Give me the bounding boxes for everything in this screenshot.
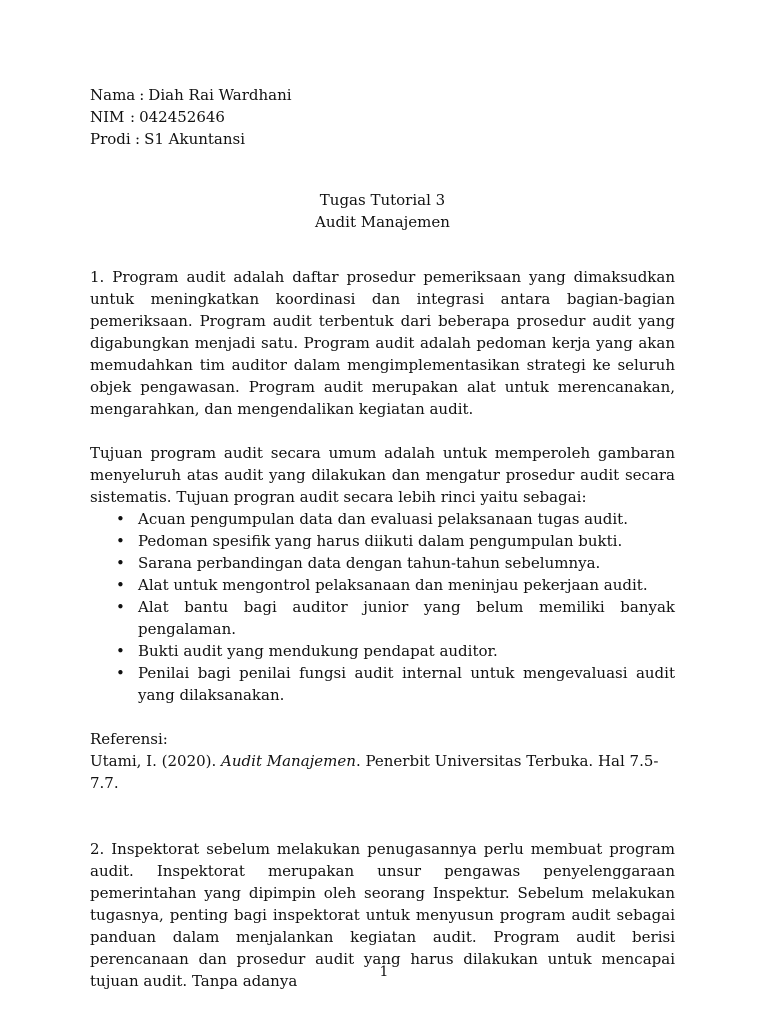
name-separator: : [139, 86, 145, 104]
bullet-icon: • [116, 554, 125, 572]
list-item [90, 530, 675, 552]
list-item [90, 552, 675, 574]
title-line-1: Tugas Tutorial 3 [319, 191, 446, 209]
title-line-2: Audit Manajemen [315, 213, 450, 231]
citation-prefix: Utami, I. (2020). [90, 752, 222, 770]
citation-title: Audit Manajemen [221, 752, 356, 770]
list-item-text: Alat bantu bagi auditor junior yang belum memiliki banyak pengalaman. [138, 598, 675, 638]
list-item-text: Penilai bagi penilai fungsi audit internal untuk mengevaluasi audit yang dilaksanakan. [138, 664, 675, 704]
list-item [90, 508, 675, 530]
nim-label: NIM [90, 108, 125, 126]
bullet-icon: • [116, 510, 125, 528]
objectives-list [90, 508, 675, 706]
list-item-text: Bukti audit yang mendukung pendapat auditor. [138, 642, 498, 660]
reference-label: Referensi: [90, 730, 168, 748]
list-item [90, 640, 675, 662]
list-item [90, 596, 675, 640]
bullet-icon: • [116, 598, 125, 616]
list-item [90, 662, 675, 706]
document-page [90, 84, 675, 992]
prodi-label: Prodi [90, 130, 131, 148]
list-item-text: Acuan pengumpulan data dan evaluasi pelaksanaan tugas audit. [138, 510, 628, 528]
page-number: 1 [379, 964, 389, 980]
reference-citation [90, 750, 675, 794]
bullet-icon: • [116, 576, 125, 594]
document-title [90, 189, 675, 233]
answer-1-paragraph-1: 1. Program audit adalah daftar prosedur pemeriksaan yang dimaksudkan untuk meningkatkan koordinasi dan integrasi antara bagian-bagian pemeriksaan. Program audit terbentuk dari beberapa prosedur audit yang digabungkan menjadi satu. Program audit adalah pedoman kerja yang akan memudahkan tim auditor dalam mengimplementasikan strategi ke seluruh objek pengawasan. Program audit merupakan alat untuk merencanakan, mengarahkan, dan mengendalikan kegiatan audit. [90, 268, 675, 418]
identity-prodi-row [90, 128, 675, 150]
name-value: Diah Rai Wardhani [148, 86, 292, 104]
bullet-icon: • [116, 642, 125, 660]
reference-block [90, 728, 675, 794]
identity-block [90, 84, 675, 150]
answer-2-paragraph-1: 2. Inspektorat sebelum melakukan penugasannya perlu membuat program audit. Inspektorat merupakan unsur pengawas penyelenggaraan pemerintahan yang dipimpin oleh seorang Inspektur. Sebelum melakukan tugasnya, penting bagi inspektorat untuk menyusun program audit sebagai panduan dalam menjalankan kegiatan audit. Program audit berisi perencanaan dan prosedur audit yang harus dilakukan untuk mencapai tujuan audit. Tanpa adanya [90, 840, 675, 990]
list-item-text: Alat untuk mengontrol pelaksanaan dan meninjau pekerjaan audit. [138, 576, 648, 594]
list-item [90, 574, 675, 596]
bullet-icon: • [116, 664, 125, 682]
nim-value: 042452646 [139, 108, 225, 126]
prodi-separator: : [135, 130, 141, 148]
identity-name-row [90, 84, 675, 106]
identity-nim-row [90, 106, 675, 128]
bullet-icon: • [116, 532, 125, 550]
citation-suffix: . Penerbit Universitas Terbuka. Hal 7.5-7.7. [90, 752, 659, 792]
prodi-value: S1 Akuntansi [144, 130, 246, 148]
name-label: Nama [90, 86, 136, 104]
nim-separator: : [130, 108, 136, 126]
list-item-text: Pedoman spesifik yang harus diikuti dalam pengumpulan bukti. [138, 532, 623, 550]
answer-1-paragraph-2: Tujuan program audit secara umum adalah untuk memperoleh gambaran menyeluruh atas audit yang dilakukan dan mengatur prosedur audit secara sistematis. Tujuan progran audit secara lebih rinci yaitu sebagai: [90, 444, 675, 506]
list-item-text: Sarana perbandingan data dengan tahun-tahun sebelumnya. [138, 554, 601, 572]
